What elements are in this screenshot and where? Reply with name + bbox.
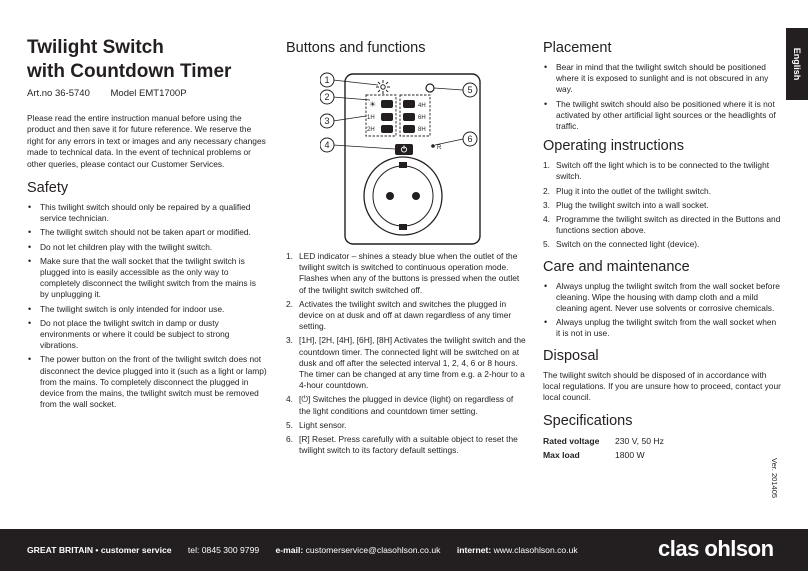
dusk-dawn-button xyxy=(381,100,393,108)
list-item: 5. Light sensor. xyxy=(286,419,347,430)
functions-list xyxy=(286,251,526,456)
8h-button xyxy=(403,125,415,133)
4h-button xyxy=(403,100,415,108)
safety-heading: Safety xyxy=(27,180,69,197)
socket-outer xyxy=(364,157,442,235)
socket-hole-right xyxy=(412,192,420,200)
footer-bar xyxy=(0,529,808,571)
list-item: 1. LED indicator – shines a steady blue when the outlet of the twilight switch is switched to continuous operation mode. Flashes when any of the buttons is pressed when the outlet of the twilight switch switched off. xyxy=(286,251,520,295)
buttons-heading: Buttons and functions xyxy=(286,40,426,56)
btn-label-1h: 1H xyxy=(367,115,375,121)
disposal-text: The twilight switch should be disposed of in accordance with local regulations. If you are unsure how to proceed, contact your local council. xyxy=(543,369,781,403)
list-item: • Make sure that the wall socket that the twilight switch is plugged into is easily accessible as the only way to completely disconnect the twilight switch from the mains is by unplugging it. xyxy=(27,256,267,301)
socket-hole-left xyxy=(386,192,394,200)
document-title xyxy=(27,36,267,84)
list-item: • The twilight switch is only intended for indoor use. xyxy=(27,304,267,315)
btn-label-2h: 2H xyxy=(367,127,375,133)
2h-button xyxy=(381,125,393,133)
list-item: • Do not let children play with the twilight switch. xyxy=(27,242,267,253)
list-item: 4. [⏻] Switches the plugged in device (light) on regardless of the light conditions and countdown timer setting. xyxy=(286,394,514,416)
btn-label-8h: 8H xyxy=(418,127,426,133)
reset-label: R xyxy=(437,145,442,151)
earth-clip-bottom xyxy=(399,224,407,230)
list-item: 2. Plug it into the outlet of the twilight switch. xyxy=(543,185,712,196)
language-tab xyxy=(786,28,808,100)
1h-button xyxy=(381,113,393,121)
operating-heading: Operating instructions xyxy=(543,138,685,155)
version-label: Ver. 201405 xyxy=(770,458,779,499)
footer-tel[interactable]: tel: 0845 300 9799 xyxy=(187,545,260,555)
dusk-dawn-icon: ☀ xyxy=(369,100,377,109)
column-placement-specs xyxy=(543,0,781,462)
care-list xyxy=(543,281,781,340)
safety-list xyxy=(27,202,267,410)
model-no: Model EMT1700P xyxy=(110,88,187,99)
callout-4-label: 4 xyxy=(324,140,330,151)
art-no: Art.no 36-5740 xyxy=(27,88,90,99)
list-item: • Always unplug the twilight switch from the wall socket when it is not in use. xyxy=(543,317,781,339)
list-item: • The power button on the front of the twilight switch does not disconnect the device plugged into it (such as a light or lamp) from the mains. To completely disconnect the plugged in device from the mains, the twilight switch must be removed from the wall socket. xyxy=(27,354,267,410)
list-item: 6. [R] Reset. Press carefully with a suitable object to reset the twilight switch to its factory default settings. xyxy=(286,434,518,456)
list-item: 1. Switch off the light which is to be connected to the twilight switch. xyxy=(543,160,770,182)
footer-internet-label: internet: xyxy=(456,545,492,555)
intro-paragraph: Please read the entire instruction manual before using the product and then save it for future reference. We reserve the right for any errors in text or images and any necessary changes made to technical data. In the event of technical problems or other queries, please contact our Customer Services. xyxy=(27,113,266,169)
list-item: 2. Activates the twilight switch and switches the plugged in device on at dusk and off at dawn regardless of any timer setting. xyxy=(286,298,512,332)
callout-6-label: 6 xyxy=(467,134,473,145)
earth-clip-top xyxy=(399,162,407,168)
device-diagram xyxy=(320,68,490,246)
language-label: English xyxy=(792,47,802,81)
list-item: • Do not place the twilight switch in damp or dusty environments or where it could be subject to strong vibrations. xyxy=(27,318,267,352)
list-item: 4. Programme the twilight switch as directed in the Buttons and functions section above. xyxy=(543,214,781,236)
column-intro-safety xyxy=(27,0,267,413)
reset-hole xyxy=(431,144,435,148)
footer-country: GREAT BRITAIN • customer service xyxy=(27,545,172,555)
list-item: • The twilight switch should also be positioned where it is not activated by other artificial light sources or the headlights of traffic. xyxy=(543,99,781,133)
btn-label-4h: 4H xyxy=(418,103,426,109)
care-heading: Care and maintenance xyxy=(543,258,690,275)
placement-heading: Placement xyxy=(543,40,612,56)
brand-logo: clas ohlson xyxy=(658,536,774,561)
callout-5-label: 5 xyxy=(467,85,473,96)
led-indicator-icon xyxy=(376,80,390,94)
operating-list xyxy=(543,160,781,250)
column-buttons-functions xyxy=(286,0,526,62)
footer-contact xyxy=(27,529,578,571)
callout-1-label: 1 xyxy=(324,75,330,86)
title-line-1: Twilight Switch xyxy=(27,37,164,58)
list-item: • Always unplug the twilight switch from the wall socket before cleaning. Wipe the housing with damp cloth and a mild cleaning agent. Never use solvents or corrosive chemicals. xyxy=(543,281,781,315)
disposal-heading: Disposal xyxy=(543,347,599,364)
spec-row: Max load 1800 W xyxy=(543,449,645,460)
list-item: 5. Switch on the connected light (device). xyxy=(543,239,700,250)
list-item: • Bear in mind that the twilight switch should be positioned where it is exposed to sunlight and is not obscured in any way. xyxy=(543,62,781,96)
spec-row: Rated voltage 230 V, 50 Hz xyxy=(543,436,664,447)
title-line-2: with Countdown Timer xyxy=(27,61,232,82)
footer-website-link[interactable]: www.clasohlson.co.uk xyxy=(493,545,578,555)
list-item: 3. Plug the twilight switch into a wall socket. xyxy=(543,199,709,210)
spec-table xyxy=(543,435,781,462)
callout-3-label: 3 xyxy=(324,116,330,127)
btn-label-6h: 6H xyxy=(418,115,426,121)
6h-button xyxy=(403,113,415,121)
functions-list-wrap xyxy=(286,251,526,459)
product-ids xyxy=(27,88,267,99)
placement-list xyxy=(543,62,781,132)
list-item: • This twilight switch should only be repaired by a qualified service technician. xyxy=(27,202,267,224)
list-item: • The twilight switch should not be taken apart or modified. xyxy=(27,227,267,238)
footer-email-link[interactable]: customerservice@clasohlson.co.uk xyxy=(305,545,441,555)
light-sensor-icon xyxy=(426,84,434,92)
spec-heading: Specifications xyxy=(543,413,633,430)
callout-2-label: 2 xyxy=(324,92,330,103)
footer-email-label: e-mail: xyxy=(275,545,304,555)
socket-inner xyxy=(373,166,433,226)
list-item: 3. [1H], [2H, [4H], [6H], [8H] Activates the twilight switch and the countdown timer. The connected light will be switched on at dusk and off after the selected interval 1, 2, 4, 6 or 8 hours. The timer can be changed at any time from e.g. a 2-hour to a 4-hour countdown. xyxy=(286,335,526,391)
